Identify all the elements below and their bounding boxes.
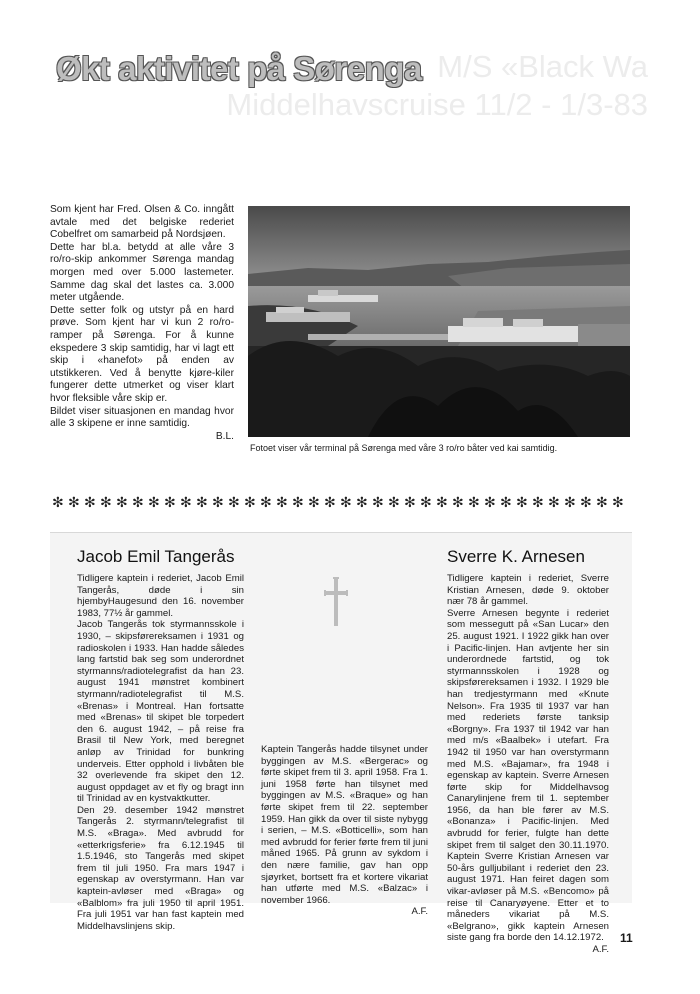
star-glyph: ✻ — [276, 495, 288, 511]
star-glyph: ✻ — [84, 495, 96, 511]
star-glyph: ✻ — [564, 495, 576, 511]
star-glyph: ✻ — [212, 495, 224, 511]
obituary-signature: A.F. — [411, 906, 428, 918]
obituary-signature: A.F. — [592, 944, 609, 955]
star-glyph: ✻ — [420, 495, 432, 511]
obituary-column-right — [447, 573, 609, 956]
obituary-paragraph: Jacob Tangerås tok styrmannsskole i 1930, – skipsførereksamen i 1931 og radioskolen i 1933. Han hadde således lang fartstid bak seg som underordnet styrmanns/radiotelegrafist da han 23. august 1941 mønstret kombinert styrmann/radiotelegrafist til M.S. «Brenas» i Montreal. Han fortsatte med «Brenas» til skipet ble torpedert den 6. august 1942, – på reise fra Brasil til New York, med beregnet anløp av Trinidad for bunkring underveis. Etter opphold i livbåten ble 32 overlevende fra skipet den 12. august oppdaget av et fly og bragt inn til Trinidad av en kystvaktkutter. — [77, 619, 244, 805]
star-glyph: ✻ — [436, 495, 448, 511]
obituary-paragraph: Kaptein Tangerås hadde tilsynet under byggingen av M.S. «Bergerac» og førte skipet frem til 3. april 1958. Fra 1. juni 1958 førte han tilsynet med byggingen av M.S. «Braque» og han førte skipet frem til 22. september 1959. Han gikk da over til siste nybygg i serien, – M.S. «Botticelli», som han med avbrudd for ferier førte frem til juni måned 1965. På grunn av sykdom i den nære familie, gav han opp sjøyrket, bortsett fra et kortere vikariat han utførte med M.S. «Balzac» i november 1966. — [261, 744, 428, 906]
star-glyph: ✻ — [292, 495, 304, 511]
star-glyph: ✻ — [180, 495, 192, 511]
star-divider — [50, 487, 632, 517]
intro-paragraph: Dette setter folk og utstyr på en hard prøve. Som kjent har vi kun 2 ro/ro-ramper på Sørenga. For å kunne ekspedere 3 skip samtidig, har vi lagt ett skip i «hanefot» på enden av utstikkeren. Ved å benytte kjøre-kiler fungerer dette utmerket og viser klart hvor fleksible våre skip er. — [50, 304, 234, 404]
intro-signature: B.L. — [215, 430, 234, 442]
obituary-column-middle — [261, 744, 428, 918]
star-glyph: ✻ — [148, 495, 160, 511]
star-glyph: ✻ — [196, 495, 208, 511]
obituary-name-arnesen: Sverre K. Arnesen — [447, 547, 585, 566]
star-glyph: ✻ — [100, 495, 112, 511]
star-glyph: ✻ — [468, 495, 480, 511]
obituary-paragraph: Tidligere kaptein i rederiet, Jacob Emil Tangerås, døde i sin hjembyHaugesund den 16. november 1983, 77½ år gammel. — [77, 573, 244, 619]
star-glyph: ✻ — [612, 495, 624, 511]
harbor-photo-illustration — [248, 206, 630, 437]
intro-paragraph: Som kjent har Fred. Olsen & Co. inngått avtale med det belgiske rederiet Cobelfret om samarbeid på Nordsjøen. — [50, 204, 234, 241]
star-glyph: ✻ — [132, 495, 144, 511]
star-glyph: ✻ — [244, 495, 256, 511]
star-glyph: ✻ — [372, 495, 384, 511]
star-glyph: ✻ — [516, 495, 528, 511]
obituary-name-tangeras: Jacob Emil Tangerås — [77, 547, 235, 566]
harbor-photo — [248, 206, 630, 437]
star-glyph: ✻ — [484, 495, 496, 511]
star-glyph: ✻ — [532, 495, 544, 511]
photo-caption: Fotoet viser vår terminal på Sørenga med våre 3 ro/ro båter ved kai samtidig. — [250, 443, 558, 453]
star-glyph: ✻ — [388, 495, 400, 511]
obituary-paragraph: Den 29. desember 1942 mønstret Tangerås 2. styrmann/telegrafist til M.S. «Braga». Med avbrudd for «etterkrigsferie» fra 6.12.1945 til 1.5.1946, sto Tangerås med skipet frem til juli 1950. Fra mars 1947 i egenskap av overstyrmann. Han var kaptein-avløser med «Braga» og «Balblom» fra juli 1950 til april 1951. Fra juli 1951 var han fast kaptein med Middelhavslinjens skip. — [77, 804, 244, 932]
page-title: Økt aktivitet på Sørenga — [56, 50, 422, 87]
star-glyph: ✻ — [324, 495, 336, 511]
star-glyph: ✻ — [228, 495, 240, 511]
star-glyph: ✻ — [452, 495, 464, 511]
intro-paragraph: Dette har bl.a. betydd at alle våre 3 ro/ro-skip ankommer Sørenga mandag morgen med over 5.000 lastemeter. Samme dag skal det lastes ca. 3.000 meter utgående. — [50, 241, 234, 304]
star-glyph: ✻ — [548, 495, 560, 511]
ghost-heading-line1: M/S «Black Wa — [437, 49, 648, 84]
obituary-panel — [50, 532, 632, 955]
star-glyph: ✻ — [340, 495, 352, 511]
obituary-paragraph: Tidligere kaptein i rederiet, Sverre Kristian Arnesen, døde 9. oktober nær 78 år gammel. — [447, 573, 609, 608]
star-glyph: ✻ — [500, 495, 512, 511]
intro-paragraph: Bildet viser situasjonen en mandag hvor alle 3 skipene er inne samtidig. — [50, 405, 234, 430]
star-glyph: ✻ — [260, 495, 272, 511]
star-glyph: ✻ — [52, 495, 64, 511]
ghost-heading-line2: Middelhavscruise 11/2 - 1/3-83 — [226, 87, 648, 122]
obituary-column-left — [77, 573, 244, 932]
intro-article — [50, 204, 234, 443]
star-glyph: ✻ — [356, 495, 368, 511]
obituary-paragraph: Sverre Arnesen begynte i rederiet som messegutt på «San Lucar» den 25. august 1921. I 1922 gikk han over i Pacific-linjen. Han avtjente her sin underordnede fartstid, og tok styrmannsskolen i 1928 og skipsførereksamen i 1932. I 1929 ble han tredjestyrmann med «Knute Nelson». Fra 1935 til 1937 var han med rederiets første tanksip «Borgny». Fra 1937 til 1942 var han med m/s «Baalbek» i utefart. Fra 1942 til 1950 var han overstyrmann med M.S. «Bajamar», fra 1948 i egenskap av kaptein. Sverre Arnesen førte skip for Middelhavsog Canarylinjene frem til 1. september 1956, da han ble fører av M.S. «Bonanza» i Pacific-linjen. Med avbrudd for ferier, fulgte han dette skipet frem til salget den 30.11.1970. Kaptein Sverre Kristian Arnesen var 50-års gulljubilant i rederiet den 23. august 1971. Han feiret dagen som vikar-avløser på M.S. «Bencomo» på reise til Canaryøyene. Etter et to måneders vikariat på M.S. «Belgrano», gikk kaptein Arnesen siste gang fra borde den 14.12.1972. — [447, 607, 609, 944]
page-number: 11 — [620, 931, 633, 945]
star-glyph: ✻ — [580, 495, 592, 511]
star-glyph: ✻ — [596, 495, 608, 511]
cross-icon — [322, 576, 350, 628]
star-glyph: ✻ — [404, 495, 416, 511]
star-glyph: ✻ — [116, 495, 128, 511]
star-glyph: ✻ — [68, 495, 80, 511]
star-glyph: ✻ — [164, 495, 176, 511]
star-glyph: ✻ — [308, 495, 320, 511]
